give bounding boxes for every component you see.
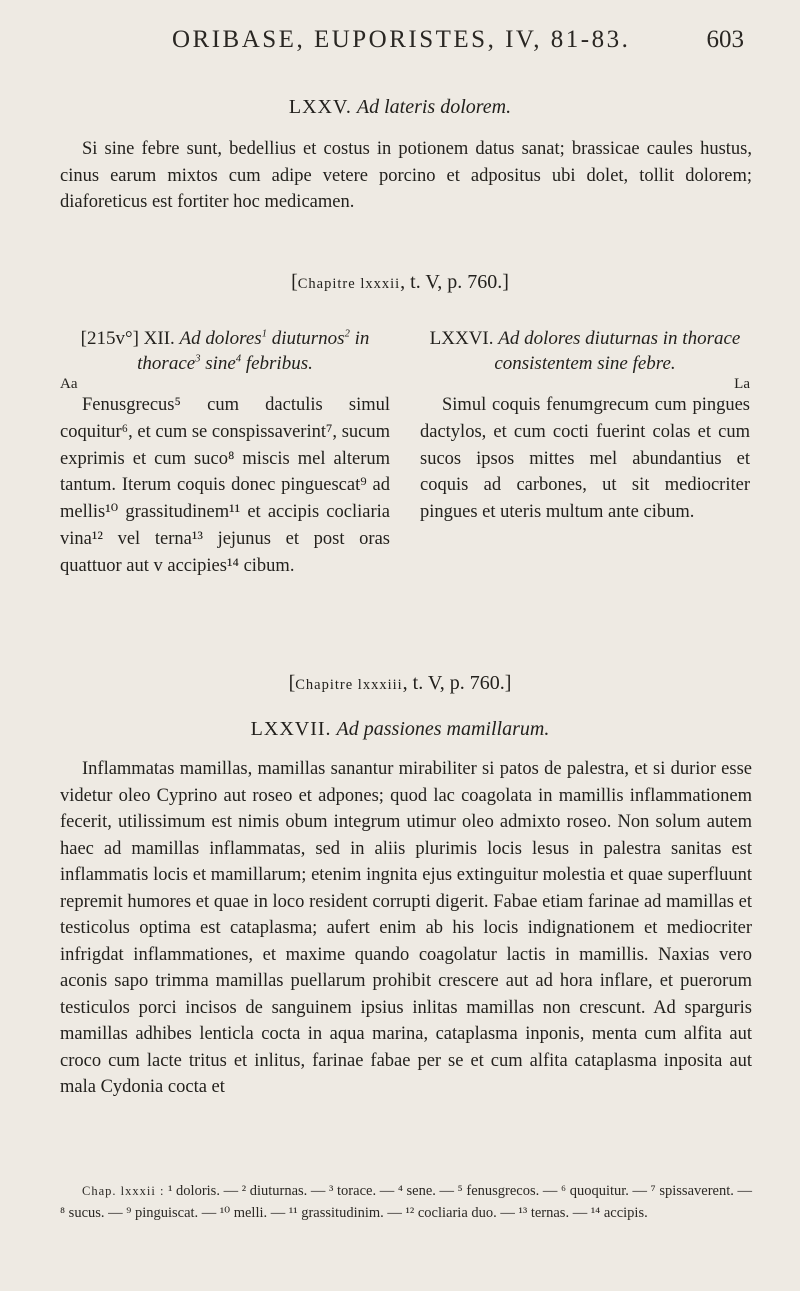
left-column-title: [215v°] XII. Ad dolores$^1$ diuturnos$^2$ in thorace$^3$ sine$^4$ febribus. <box>80 328 370 374</box>
right-chapter-title: Ad dolores diuturnas in thorace consistentem sine febre. <box>494 328 741 374</box>
ref-2-rest: , t. V, p. 760.] <box>402 672 512 694</box>
chapter-reference-1 <box>0 271 800 294</box>
chapter-75-number: LXXV. <box>288 96 352 118</box>
page-number: 603 <box>706 26 744 53</box>
footnotes <box>60 1180 752 1224</box>
right-column-text: Simul coquis fenumgrecum cum pingues dactylos, et cum cocti fuerint colas et cum sucos ipsos mittes mel abundantius et coquis ad carbones, ut sit mediocriter pingues et uteris multum ante cibum. <box>420 395 750 523</box>
right-chapter-number: LXXVI. <box>429 328 494 349</box>
footnotes-text: ¹ doloris. — ² diuturnas. — ³ torace. — ⁴ sene. — ⁵ fenusgrecos. — ⁶ quoquitur. — ⁷ spissaverent. — ⁸ sucus. — ⁹ pinguiscat. — ¹⁰ melli. — ¹¹ grassitudinim. — ¹² cocliaria duo. — ¹³ ternas. — ¹⁴ accipis. <box>60 1183 752 1221</box>
right-siglum: La <box>734 376 750 392</box>
folio-marker: [215v°] <box>80 328 139 349</box>
chapter-77-number: LXXVII. <box>250 718 332 740</box>
left-chapter-number: XII. <box>143 328 175 349</box>
running-head <box>0 26 800 60</box>
left-column <box>60 326 390 580</box>
ref-2-label: Chapitre lxxxiii <box>295 677 403 693</box>
chapter-77-title: Ad passiones mamillarum. <box>336 718 550 740</box>
ref-1-rest: , t. V, p. 760.] <box>400 271 509 293</box>
chapter-75-text: Si sine febre sunt, bedellius et costus in potionem datus sanat; brassicae caules hustus, cinus earum mixtos cum adipe vetere porcino et adpositus ubi dolet, tollit dolorem; diaforeticus est fortiter hoc medicamen. <box>60 139 752 212</box>
left-siglum: Aa <box>60 376 78 392</box>
right-column-title <box>420 326 750 376</box>
right-column <box>420 326 750 526</box>
ref-1-prefix: [ <box>291 271 298 293</box>
footnotes-label: Chap. lxxxii : <box>82 1184 165 1198</box>
chapter-75-heading <box>0 96 800 119</box>
ref-1-label: Chapitre lxxxii <box>297 276 401 292</box>
chapter-77-heading <box>0 718 800 741</box>
chapter-reference-2 <box>0 672 800 695</box>
running-title: ORIBASE, EUPORISTES, IV, 81-83. <box>172 26 631 53</box>
chapter-77-text: Inflammatas mamillas, mamillas sanantur mirabiliter si patos de palestra, et si durior esse videtur oleo Cyprino aut roseo et adpones; quod lac coagolata in mamillis inflammationem fecerit, utilissimum est nimis obum integrum utimur oleo admixto roseo. Non solum autem haec ad mamillas inflammatas, sed in aliis plurimis locis lesus in palestra sanitas est inflammatis locis et mamillarum; etenim ingnita ejus extinguitur molestia et quae superfluunt repremit humores et quae in loco resident corrupti digerit. Fabae etiam farinae ad mamillas et testicolus optima est cataplasma; aufert enim ab his locis indignationem et mediocriter infrigdat inflammationes, et maxime quando coagolatur lactis in mamillis. Naxias vero aconis sapo trimma mamillas puellarum prohibit crescere aut ad hora inflare, et puerorum testiculos porci incisos de sanguinem ipsius inlitas mamillas non crescunt. Ad sparguris mamillas adhibes lenticla cocta in aqua marina, cataplasma inponis, menta cum alfita aut croco cum lacte tritus et inlitus, farinae fabae per se et cum alfita cataplasma inposita aut mala Cydonia cocta et <box>60 759 752 1097</box>
left-column-text: Fenusgrecus⁵ cum dactulis simul coquitur⁶, et cum se conspissaverint⁷, sucum exprimis et cum suco⁸ miscis mel alterum tantum. Iterum coquis donec pinguescat⁹ ad mellis¹⁰ grassitudinem¹¹ et accipis cocliaria vina¹² vel terna¹³ jejunus et post oras quattuor aut v accipies¹⁴ cibum. <box>60 395 390 576</box>
chapter-75-title: Ad lateris dolorem. <box>356 96 512 118</box>
ref-2-prefix: [ <box>288 672 296 694</box>
